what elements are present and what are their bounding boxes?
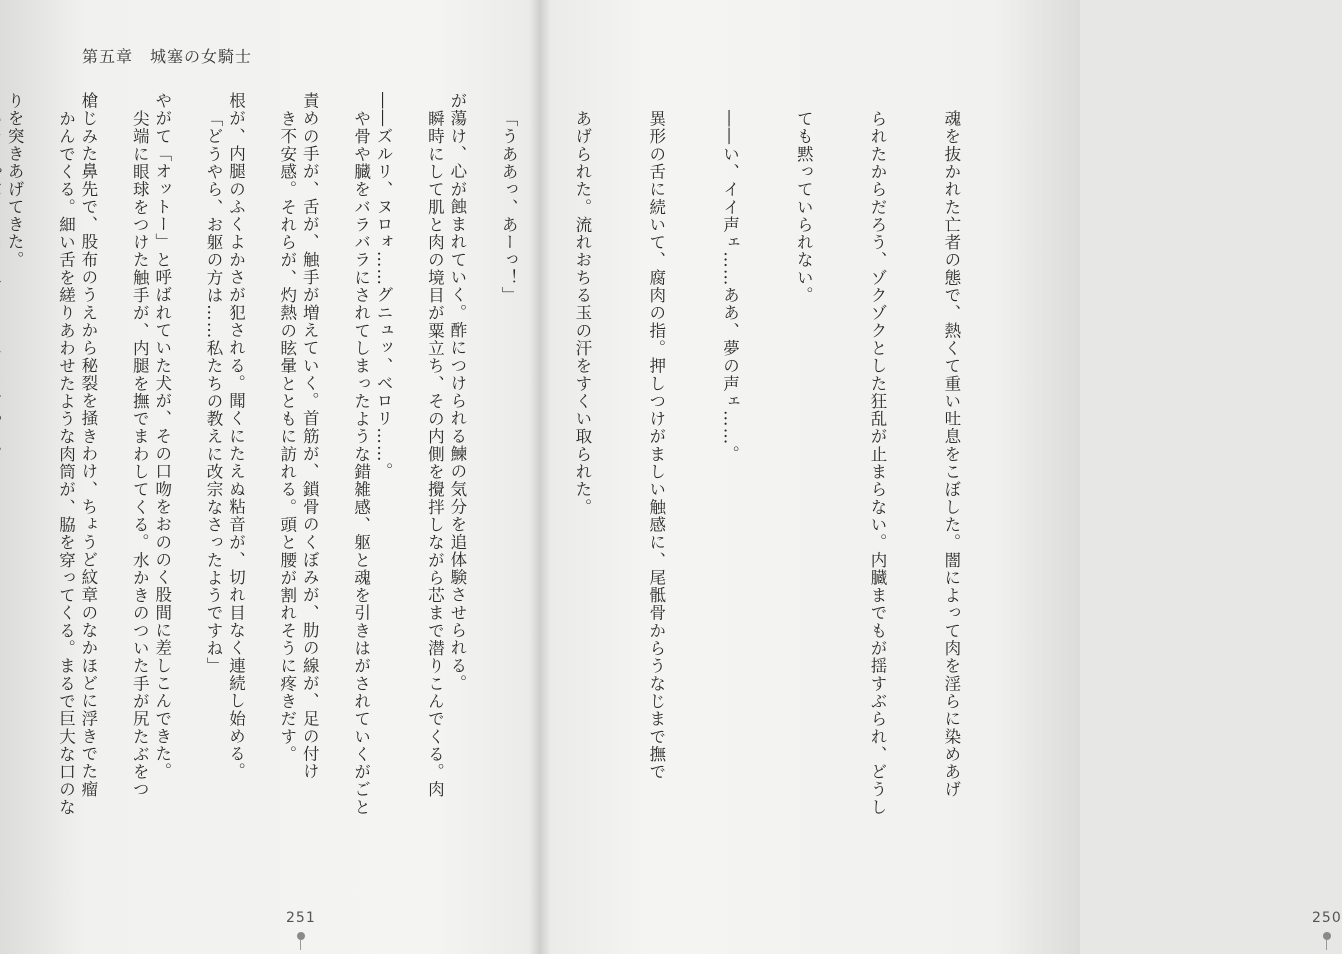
text-line: ても黙っていられない。 <box>794 110 814 305</box>
text-line: られたからだろう、ゾクゾクとした狂乱が止まらない。内臓までもが揺すぶられ、どうし <box>868 110 888 816</box>
text-line: 「うああっ、あーっ！」 <box>499 110 519 305</box>
text-line: あげられた。流れおちる玉の汗をすくい取られた。 <box>572 110 592 516</box>
text-line: や骨や臓をバラバラにされてしまったような錯雑感、躯と魂を引きはがされていくがごと <box>351 110 371 816</box>
text-line: 根が、内腿のふくよかさが犯される。聞くにたえぬ粘音が、切れ目なく連続し始める。 <box>226 92 246 781</box>
text-line: ――い、イイ声ェ……ああ、夢の声ェ……。 <box>720 110 740 463</box>
text-line: が蕩け、心が蝕まれていく。酢につけられる鰊の気分を追体験させられる。 <box>447 92 467 693</box>
text-line: 瞬時にして肌と肉の境目が粟立ち、その内側を攪拌しながら芯まで潜りこんでくる。肉 <box>425 110 445 799</box>
page-marker-dot <box>1323 932 1331 940</box>
text-line: 尖端に眼球をつけた触手が、内腿を撫でまわしてくる。水かきのついた手が尻たぶをつ <box>130 110 150 799</box>
text-line: 槍じみた鼻先で、股布のうえから秘裂を掻きわけ、ちょうど紋章のなかほどに浮きでた瘤 <box>78 92 98 798</box>
text-line: やがて「オットー」と呼ばれていた犬が、その口吻をおののく股間に差しこんできた。 <box>152 92 172 781</box>
text-line: き不安感。それらが、灼熱の眩暈とともに訪れる。頭と腰が割れそうに疼きだす。 <box>277 110 297 764</box>
page-marker-line <box>1326 940 1327 950</box>
page-number: 250 <box>1312 910 1342 926</box>
text-line: 魂を抜かれた亡者の態で、熱くて重い吐息をこぼした。闇によって肉を淫らに染めあげ <box>941 110 961 799</box>
text-line: ――ズルリ、ヌロォ……グニュッ、ベロリ……。 <box>374 92 394 481</box>
text-line: りを突きあげてきた。 <box>5 92 25 269</box>
text-line: 異形の舌に続いて、腐肉の指。押しつけがましい触感に、尾骶骨からうなじまで撫で <box>646 110 666 781</box>
page-marker-line <box>300 940 301 950</box>
page-marker-dot <box>297 932 305 940</box>
text-line: 責めの手が、舌が、触手が増えていく。首筋が、鎖骨のくぼみが、肋の線が、足の付け <box>300 92 320 781</box>
text-line: 「どうやら、お躯の方は……私たちの教えに改宗なさったようですね」 <box>204 110 223 675</box>
page-number: 251 <box>286 910 316 926</box>
text-line <box>0 110 4 710</box>
text-line: かんでくる。細い舌を縒りあわせたような肉筒が、脇を穿ってくる。まるで巨大な口のな <box>56 110 76 816</box>
running-head: 第五章 城塞の女騎士 <box>82 47 253 66</box>
